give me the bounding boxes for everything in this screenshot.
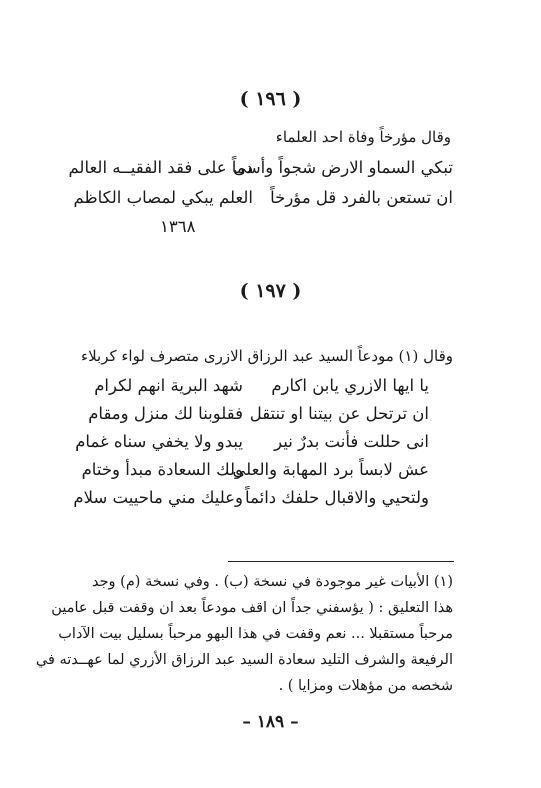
- poem-197-verse-1-second-hemistich: شهد البرية انهم لكرام: [94, 376, 243, 395]
- poem-196-heading: وقال مؤرخاً وفاة احد العلماء: [275, 128, 451, 146]
- poem-196-verse-2-second-hemistich: العلم يبكي لمصاب الكاظم: [73, 188, 253, 207]
- poem-196-verse-1-second-hemistich: دماً على فقد الفقيــه العالم: [68, 158, 253, 177]
- poem-196-verse-1-first-hemistich: تبكي السماو الارض شجواً وأسى: [233, 158, 453, 177]
- poem-197-verse-3-second-hemistich: يبدو ولا يخفي سناه غمام: [75, 432, 243, 451]
- poem-197-verse-2-first-hemistich: ان ترتحل عن بيتنا او تنتقل: [249, 404, 429, 423]
- poem-197-verse-3-first-hemistich: انى حللت فأنت بدرٌ نير: [274, 432, 429, 451]
- footnote-line-1: (١) الأبيات غير موجودة في نسخة (ب) . وفي نسخة (م) وجد: [91, 574, 453, 590]
- poem-196-number: ( ١٩٦ ): [239, 88, 302, 110]
- poem-197-heading: وقال (١) مودعاً السيد عبد الرزاق الازرى متصرف لواء كربلاء: [81, 347, 453, 365]
- footnote-divider: [228, 561, 454, 562]
- poem-197-verse-5-second-hemistich: وعليك مني ماحييت سلام: [73, 488, 243, 507]
- footnote-line-5: شخصه من مؤهلات ومزايا ) .: [278, 678, 453, 694]
- poem-196-verse-2-first-hemistich: ان تستعن بالفرد قل مؤرخاً: [270, 188, 453, 207]
- page-number: – ١٨٩ –: [242, 712, 299, 732]
- poem-197-verse-4-second-hemistich: ولك السعادة مبدأ وختام: [81, 460, 243, 479]
- poem-197-verse-5-first-hemistich: ولتحيي والاقبال حلفك دائماً: [245, 488, 429, 507]
- footnote-line-4: الرفيعة والشرف التليد سعادة السيد عبد الرزاق الأزري لما عهــدته في: [35, 652, 453, 668]
- poem-197-verse-2-second-hemistich: فقلوبنا لك منزل ومقام: [88, 404, 243, 423]
- footnote-line-3: مرحباً مستقبلا ... نعم وقفت في هذا البهو مرحباً بسليل بيت الآداب: [58, 626, 453, 642]
- poem-197-verse-1-first-hemistich: يا ايها الازري يابن اكارم: [271, 376, 429, 395]
- footnote-line-2: هذا التعليق : ( يؤسفني جداً ان اقف مودعاً بعد ان وقفت قبل عامين: [51, 600, 453, 616]
- poem-197-verse-4-first-hemistich: عش لابساً برد المهابة والعلى: [232, 460, 429, 479]
- poem-197-number: ( ١٩٧ ): [239, 280, 302, 302]
- poem-196-year: ١٣٦٨: [160, 217, 196, 236]
